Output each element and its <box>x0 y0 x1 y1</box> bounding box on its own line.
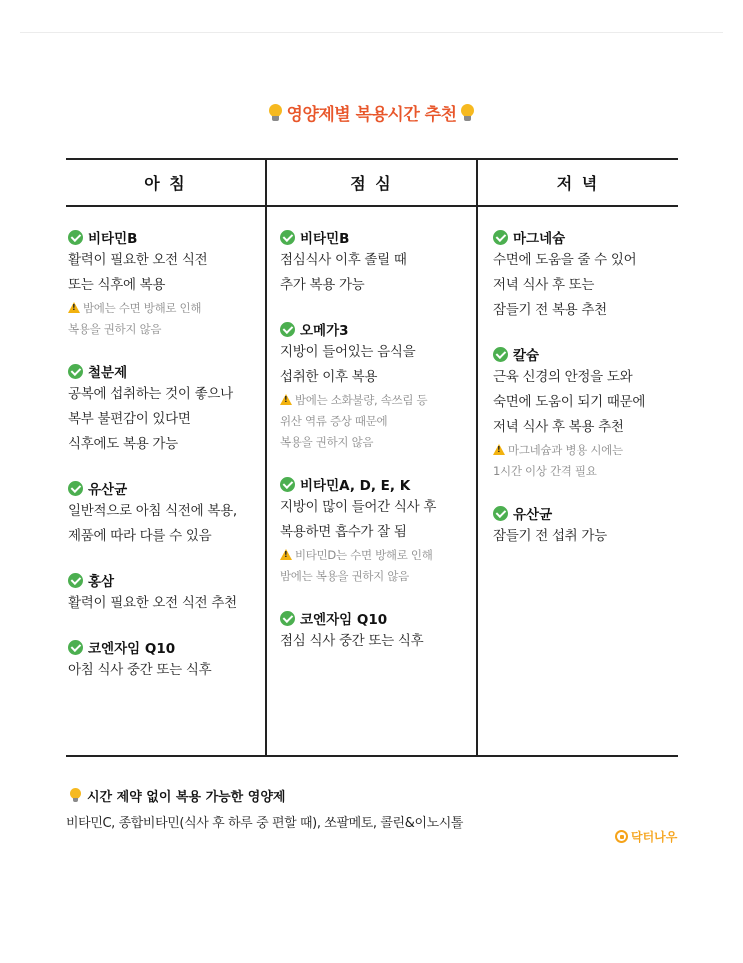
column-divider <box>265 160 267 755</box>
item-description: 잠들기 전 섭취 가능 <box>493 528 607 544</box>
list-item <box>68 360 237 457</box>
item-title <box>68 226 237 248</box>
item-description: 수면에 도움을 줄 수 있어 <box>493 252 637 268</box>
item-note <box>68 298 237 319</box>
brand-name: 닥터나우 <box>631 830 678 844</box>
item-name: 마그네슘 <box>513 231 566 247</box>
item-description: 지방이 많이 들어간 식사 후 <box>280 499 437 515</box>
warning-icon <box>493 444 505 455</box>
item-description: 근육 신경의 안정을 도와 <box>493 369 633 385</box>
list-item <box>68 569 237 616</box>
item-title <box>280 473 436 495</box>
item-title <box>68 477 237 499</box>
item-description: 지방이 들어있는 음식을 <box>280 344 416 360</box>
item-name: 칼슘 <box>513 348 540 364</box>
column-divider <box>476 160 478 755</box>
item-description: 숙면에 도움이 되기 때문에 <box>493 394 646 410</box>
note-text: 밤에는 소화불량, 속쓰림 등 <box>295 393 428 407</box>
item-title <box>493 343 645 365</box>
item-note <box>280 545 436 566</box>
column-header-lunch: 점 심 <box>350 174 393 193</box>
check-circle-icon <box>280 611 295 626</box>
lightbulb-icon <box>461 104 474 122</box>
note-text: 마그네슘과 병용 시에는 <box>508 443 623 457</box>
brand-logo <box>615 828 677 845</box>
item-description: 저녁 식사 후 또는 <box>493 277 595 293</box>
column-lunch <box>280 226 436 674</box>
item-description: 또는 식후에 복용 <box>68 277 166 293</box>
note-text: 1시간 이상 간격 필요 <box>493 464 597 478</box>
item-description: 섭취한 이후 복용 <box>280 369 378 385</box>
schedule-table <box>66 158 678 757</box>
column-morning <box>68 226 237 703</box>
lightbulb-icon <box>70 788 81 803</box>
item-name: 철분제 <box>88 365 128 381</box>
item-description: 저녁 식사 후 복용 추천 <box>493 419 624 435</box>
item-description: 점심 식사 중간 또는 식후 <box>280 633 424 649</box>
list-item <box>280 473 436 587</box>
list-item <box>493 226 645 323</box>
check-circle-icon <box>493 506 508 521</box>
footer-text: 비타민C, 종합비타민(식사 후 하루 중 편할 때), 쏘팔메토, 콜린&이노시톨 <box>66 816 464 831</box>
item-title <box>493 226 645 248</box>
item-name: 비타민B <box>88 231 138 247</box>
title-row <box>0 100 743 126</box>
footer-heading <box>70 786 285 805</box>
item-description: 식후에도 복용 가능 <box>68 436 178 452</box>
item-name: 홍삼 <box>88 574 115 590</box>
item-note <box>280 432 436 453</box>
item-title <box>68 569 237 591</box>
item-title <box>68 636 237 658</box>
warning-icon <box>280 549 292 560</box>
item-name: 오메가3 <box>300 323 349 339</box>
warning-icon <box>68 302 80 313</box>
item-title <box>280 318 436 340</box>
item-title <box>493 502 645 524</box>
check-circle-icon <box>68 573 83 588</box>
check-circle-icon <box>493 230 508 245</box>
check-circle-icon <box>280 477 295 492</box>
item-description: 점심식사 이후 졸릴 때 <box>280 252 407 268</box>
item-description: 추가 복용 가능 <box>280 277 365 293</box>
item-name: 유산균 <box>88 482 128 498</box>
item-description: 활력이 필요한 오전 식전 추천 <box>68 595 237 611</box>
item-description: 공복에 섭취하는 것이 좋으나 <box>68 386 233 402</box>
check-circle-icon <box>68 481 83 496</box>
warning-icon <box>280 394 292 405</box>
item-name: 비타민B <box>300 231 350 247</box>
list-item <box>68 226 237 340</box>
check-circle-icon <box>280 322 295 337</box>
title-wrap <box>269 100 473 125</box>
column-evening <box>493 226 645 569</box>
item-note <box>493 440 645 461</box>
item-note <box>280 411 436 432</box>
item-description: 복부 불편감이 있다면 <box>68 411 191 427</box>
list-item <box>68 477 237 549</box>
note-text: 위산 역류 증상 때문에 <box>280 414 388 428</box>
item-description: 잠들기 전 복용 추천 <box>493 302 607 318</box>
top-divider <box>20 32 723 33</box>
list-item <box>493 502 645 549</box>
check-circle-icon <box>280 230 295 245</box>
check-circle-icon <box>68 230 83 245</box>
item-description: 활력이 필요한 오전 식전 <box>68 252 208 268</box>
list-item <box>493 343 645 482</box>
list-item <box>280 318 436 453</box>
check-circle-icon <box>68 364 83 379</box>
column-header-evening: 저 녁 <box>556 174 600 193</box>
page-title: 영양제별 복용시간 추천 <box>286 105 457 125</box>
item-description: 아침 식사 중간 또는 식후 <box>68 662 212 678</box>
check-circle-icon <box>68 640 83 655</box>
item-title <box>68 360 237 382</box>
note-text: 비타민D는 수면 방해로 인해 <box>295 548 433 562</box>
item-name: 코엔자임 Q10 <box>300 612 388 628</box>
item-note <box>68 319 237 340</box>
item-name: 코엔자임 Q10 <box>88 641 176 657</box>
item-name: 비타민A, D, E, K <box>300 478 411 494</box>
item-note <box>280 566 436 587</box>
column-header-morning: 아 침 <box>144 174 187 193</box>
note-text: 복용을 권하지 않음 <box>280 435 374 449</box>
item-note <box>493 461 645 482</box>
note-text: 밤에는 복용을 권하지 않음 <box>280 569 409 583</box>
list-item <box>68 636 237 683</box>
item-name: 유산균 <box>513 507 553 523</box>
item-description: 제품에 따라 다를 수 있음 <box>68 528 212 544</box>
footer-title: 시간 제약 없이 복용 가능한 영양제 <box>87 790 286 805</box>
item-title <box>280 607 436 629</box>
item-note <box>280 390 436 411</box>
item-title <box>280 226 436 248</box>
doctornow-logo-icon <box>615 830 628 843</box>
check-circle-icon <box>493 347 508 362</box>
note-text: 복용을 권하지 않음 <box>68 322 162 336</box>
list-item <box>280 607 436 654</box>
list-item <box>280 226 436 298</box>
note-text: 밤에는 수면 방해로 인해 <box>83 301 202 315</box>
item-description: 일반적으로 아침 식전에 복용, <box>68 503 237 519</box>
lightbulb-icon <box>269 104 282 122</box>
header-divider <box>66 205 678 207</box>
item-description: 복용하면 흡수가 잘 됨 <box>280 524 407 540</box>
